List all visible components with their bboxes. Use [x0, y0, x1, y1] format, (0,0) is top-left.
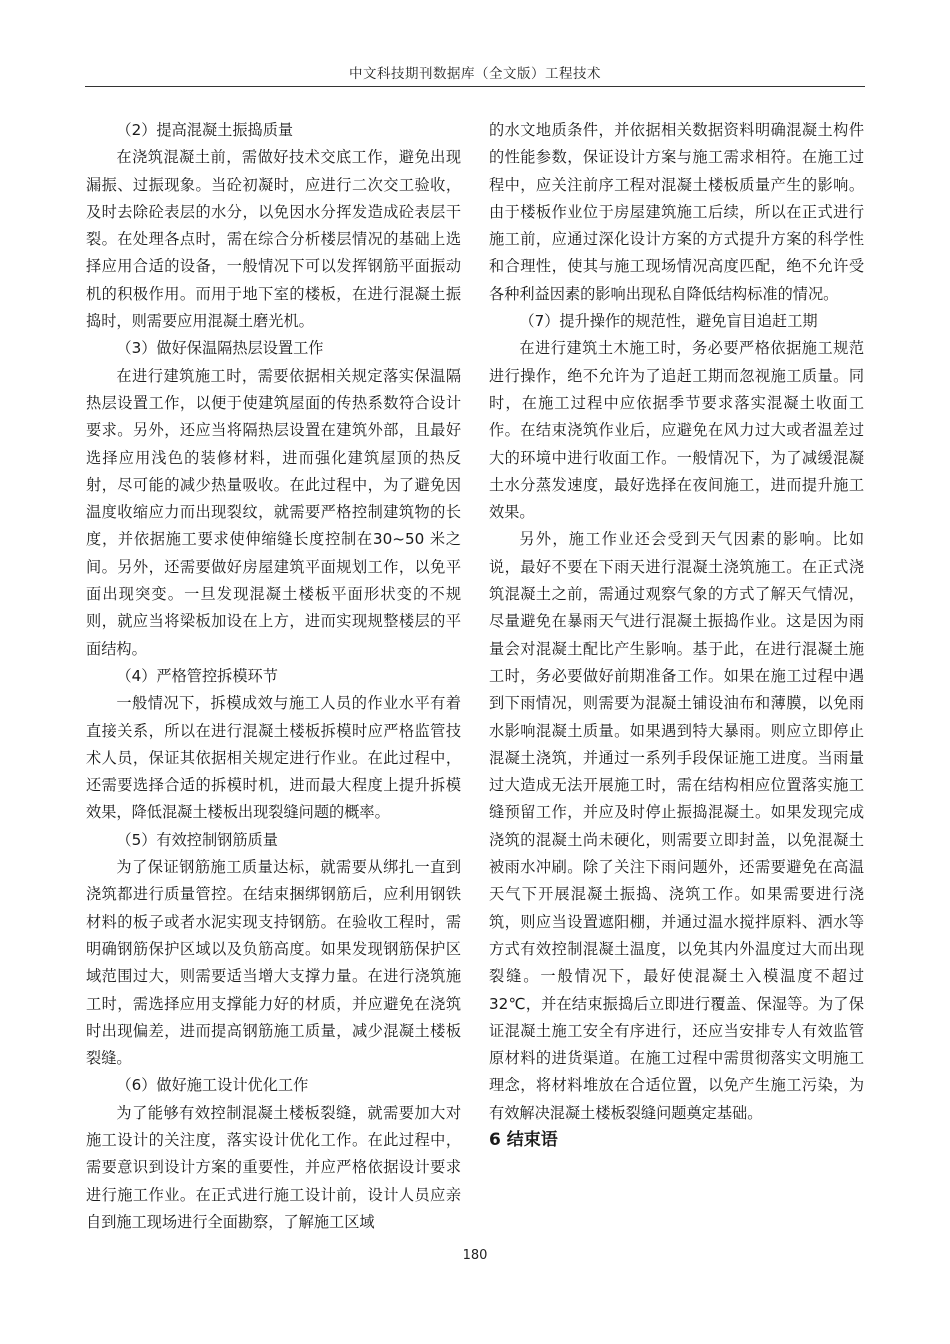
paragraph: 在浇筑混凝土前，需做好技术交底工作，避免出现漏振、过振现象。当砼初凝时，应进行二次交工验收，及时去除砼表层的水分，以免因水分挥发造成砼表层干裂。在处理各点时，需在综合分析楼层情况的基础上选择应用合适的设备，一般情况下可以发挥钢筋平面振动机的积极作用。而用于地下室的楼板，在进行混凝土振捣时，则需要应用混凝土磨光机。: [86, 148, 461, 331]
paragraph: 一般情况下，拆模成效与施工人员的作业水平有着直接关系，所以在进行混凝土楼板拆模时应严格监管技术人员，保证其依据相关规定进行作业。在此过程中，还需要选择合适的拆模时机，进而最大程度上提升拆模效果，降低混凝土楼板出现裂缝问题的概率。: [86, 694, 461, 822]
subheading: （4）严格管控拆模环节: [116, 666, 278, 685]
left-column: [86, 117, 461, 1236]
paragraph: 为了保证钢筋施工质量达标，就需要从绑扎一直到浇筑都进行质量管控。在结束捆绑钢筋后，应利用钢铁材料的板子或者水泥实现支持钢筋。在验收工程时，需明确钢筋保护区域以及负筋高度。如果发现钢筋保护区域范围过大，则需要适当增大支撑力量。在进行浇筑施工时，需选择应用支撑能力好的材质，并应避免在浇筑时出现偏差，进而提高钢筋施工质量，减少混凝土楼板裂缝。: [86, 858, 461, 1068]
running-header: 中文科技期刊数据库（全文版）工程技术: [349, 66, 601, 82]
header-rule: [85, 86, 865, 87]
subheading: （3）做好保温隔热层设置工作: [116, 339, 324, 358]
subheading: （7）提升操作的规范性，避免盲目追赶工期: [519, 312, 818, 331]
page-number: 180: [462, 1248, 488, 1263]
paragraph: 在进行建筑施工时，需要依据相关规定落实保温隔热层设置工作，以便于使建筑屋面的传热系数符合设计要求。另外，还应当将隔热层设置在建筑外部，且最好选择应用浅色的装修材料，进而强化建筑屋顶的热反射，尽可能的减少热量吸收。在此过程中，为了避免因温度收缩应力而出现裂纹，就需要严格控制建筑物的长度，并依据施工要求使伸缩缝长度控制在30~50 米之间。另外，还需要做好房屋建筑平面规划工作，以免平面出现突变。一旦发现混凝土楼板平面形状变的不规则，就应当将梁板加设在上方，进而实现规整楼层的平面结构。: [86, 366, 461, 658]
section-heading: 6 结束语: [489, 1129, 558, 1150]
subheading: （5）有效控制钢筋质量: [116, 830, 278, 849]
right-column: [489, 117, 864, 1154]
subheading: （2）提高混凝土振捣质量: [116, 121, 294, 139]
paragraph: 为了能够有效控制混凝土楼板裂缝，就需要加大对施工设计的关注度，落实设计优化工作。在此过程中，需要意识到设计方案的重要性，并应严格依据设计要求进行施工作业。在正式进行施工设计前，设计人员应亲自到施工现场进行全面勘察，了解施工区域: [86, 1103, 461, 1231]
paragraph: 另外，施工作业还会受到天气因素的影响。比如说，最好不要在下雨天进行混凝土浇筑施工。在正式浇筑混凝土之前，需通过观察气象的方式了解天气情况，尽量避免在暴雨天气进行混凝土振捣作业。这是因为雨量会对混凝土配比产生影响。基于此，在进行混凝土施工时，务必要做好前期准备工作。如果在施工过程中遇到下雨情况，则需要为混凝土铺设油布和薄膜，以免雨水影响混凝土质量。如果遇到特大暴雨。则应立即停止混凝土浇筑，并通过一系列手段保证施工进度。当雨量过大造成无法开展施工时，需在结构相应位置落实施工缝预留工作，并应及时停止振捣混凝土。如果发现完成浇筑的混凝土尚未硬化，则需要立即封盖，以免混凝土被雨水冲刷。除了关注下雨问题外，还需要避免在高温天气下开展混凝土振捣、浇筑工作。如果需要进行浇筑，则应当设置遮阳棚，并通过温水搅拌原料、洒水等方式有效控制混凝土温度，以免其内外温度过大而出现裂缝。一般情况下，最好使混凝土入模温度不超过 32℃，并在结束振捣后立即进行覆盖、保湿等。为了保证混凝土施工安全有序进行，还应当安排专人有效监管原材料的进货渠道。在施工过程中需贯彻落实文明施工理念，将材料堆放在合适位置，以免产生施工污染，为有效解决混凝土楼板裂缝问题奠定基础。: [489, 530, 864, 1122]
paragraph: 在进行建筑土木施工时，务必要严格依据施工规范进行操作，绝不允许为了追赶工期而忽视施工质量。同时，在施工过程中应依据季节要求落实混凝土收面工作。在结束浇筑作业后，应避免在风力过大或者温差过大的环境中进行收面工作。一般情况下，为了减缓混凝土水分蒸发速度，最好选择在夜间施工，进而提升施工效果。: [489, 339, 864, 522]
subheading: （6）做好施工设计优化工作: [116, 1076, 309, 1095]
paragraph-continued: 的水文地质条件，并依据相关数据资料明确混凝土构件的性能参数，保证设计方案与施工需求相符。在施工过程中，应关注前序工程对混凝土楼板质量产生的影响。由于楼板作业位于房屋建筑施工后续，所以在正式进行施工前，应通过深化设计方案的方式提升方案的科学性和合理性，使其与施工现场情况高度匹配，绝不允许受各种利益因素的影响出现私自降低结构标准的情况。: [489, 121, 864, 303]
